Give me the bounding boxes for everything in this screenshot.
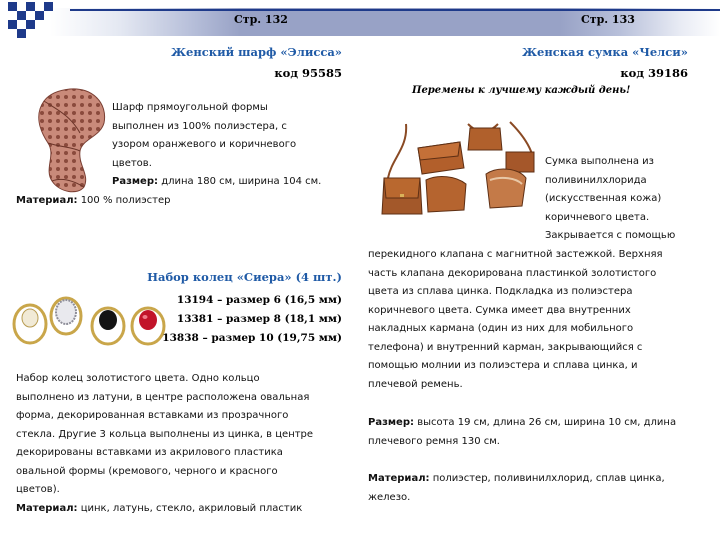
rings-desc-line: выполнено из латуни, в центре расположена овальная — [16, 391, 310, 403]
bag-material-label: Материал: — [368, 473, 430, 484]
rings-desc-line: декорированы вставками из акрилового пластика — [16, 447, 283, 458]
bag-desc-line: Сумка выполнена из — [545, 156, 654, 167]
scarf-size — [112, 173, 372, 192]
bag-size-value: высота 19 см, длина 26 см, ширина 10 см, длина — [414, 417, 677, 428]
scarf-desc-line: Шарф прямоугольной формы — [112, 102, 268, 113]
bag-desc-line: накладных кармана (один из них для мобильного — [368, 323, 634, 334]
bag-description-short — [545, 153, 715, 246]
header-checker-decoration — [8, 2, 64, 40]
ring-size-line: 13838 – размер 10 (19,75 мм) — [162, 332, 342, 344]
bag-size-value-cont: плечевого ремня 130 см. — [368, 435, 500, 447]
rings-material — [16, 500, 356, 519]
scarf-material-label: Материал: — [16, 195, 78, 206]
ring-size-line: 13381 – размер 8 (18,1 мм) — [176, 313, 342, 325]
bag-desc-line: (искусственная кожа) — [545, 193, 662, 204]
bag-desc-line: телефона) и внутренний карман, закрывающийся с — [368, 341, 643, 353]
bag-desc-line: перекидного клапана с магнитной застежкой. Верхняя — [368, 249, 663, 260]
rings-material-label: Материал: — [16, 502, 78, 514]
bag-desc-line: Закрывается с помощью — [545, 230, 676, 241]
scarf-title: Женский шарф «Элисса» — [170, 45, 342, 59]
bag-desc-line: коричневого цвета. — [545, 211, 650, 223]
bag-desc-line: коричневого цвета. Сумка имеет два внутренних — [368, 304, 631, 316]
bag-material-value: полиэстер, поливинилхлорид, сплав цинка, — [429, 473, 665, 484]
rings-desc-line: форма, декорированная вставками из прозрачного — [16, 410, 289, 421]
bag-code: код 39186 — [620, 66, 688, 80]
scarf-desc-line: узором оранжевого и коричневого — [112, 139, 297, 150]
rings-image — [8, 290, 168, 348]
rings-desc-line: Набор колец золотистого цвета. Одно кольцо — [16, 373, 260, 384]
bag-slogan: Перемены к лучшему каждый день! — [412, 85, 631, 96]
page-number-left: Стр. 132 — [234, 13, 288, 26]
rings-desc-line: стекла. Другие 3 кольца выполнены из цинка, в центре — [16, 428, 314, 440]
bag-desc-line: плечевой ремень. — [368, 378, 463, 390]
scarf-image — [30, 85, 110, 195]
scarf-material-value: 100 % полиэстер — [77, 195, 171, 206]
rings-material-value: цинк, латунь, стекло, акриловый пластик — [77, 502, 303, 514]
bag-material — [368, 470, 713, 507]
bag-desc-line: цвета из сплава цинка. Подкладка из полиэстера — [368, 286, 633, 297]
ring-size-line: 13194 – размер 6 (16,5 мм) — [176, 294, 342, 306]
scarf-code: код 95585 — [274, 66, 342, 80]
bag-desc-line: часть клапана декорирована пластинкой золотистого — [368, 267, 657, 279]
header-rule — [70, 9, 720, 11]
page-number-right: Стр. 133 — [581, 13, 635, 26]
bag-size-label: Размер: — [368, 417, 415, 428]
scarf-size-label: Размер: — [112, 176, 159, 187]
bag-desc-line: помощью молнии из полиэстера и сплава цинка, и — [368, 360, 638, 371]
bag-material-value-cont: железо. — [368, 491, 411, 503]
rings-desc-line: овальной формы (кремового, черного и красного — [16, 465, 278, 477]
bag-description — [368, 246, 713, 394]
rings-description — [16, 370, 356, 518]
scarf-size-value: длина 180 см, ширина 104 см. — [158, 176, 322, 187]
rings-title: Набор колец «Сиера» (4 шт.) — [147, 270, 342, 284]
scarf-description — [112, 99, 372, 192]
scarf-material — [16, 192, 171, 211]
scarf-desc-line: выполнен из 100% полиэстера, с — [112, 120, 287, 132]
bag-size — [368, 414, 713, 451]
bag-image — [378, 118, 540, 222]
bag-desc-line: поливинилхлорида — [545, 174, 647, 186]
bag-title: Женская сумка «Челси» — [521, 45, 688, 59]
scarf-desc-line: цветов. — [112, 157, 152, 169]
rings-desc-line: цветов). — [16, 484, 60, 495]
